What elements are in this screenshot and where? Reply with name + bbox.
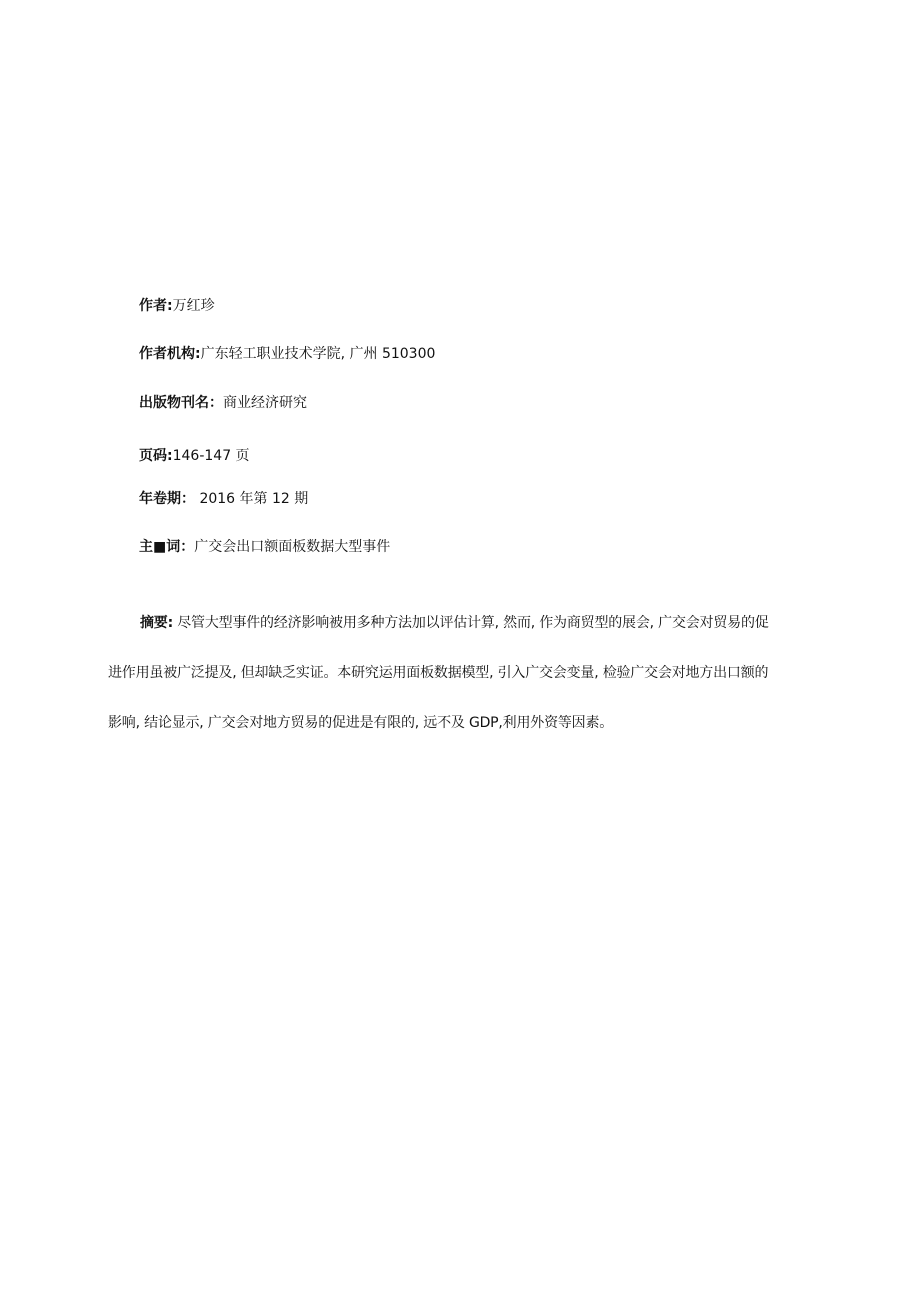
abstract-label: 摘要: bbox=[140, 615, 173, 631]
journal-separator: ： bbox=[209, 395, 223, 411]
pages-label: 页码 bbox=[139, 448, 167, 464]
keywords-line bbox=[139, 538, 390, 556]
author-value: 万红珍 bbox=[172, 298, 215, 314]
abstract-line-1 bbox=[108, 610, 808, 636]
abstract-line-2: 进作用虽被广泛提及, 但却缺乏实证。本研究运用面板数据模型, 引入广交会变量, 检验广交会对地方出口额的 bbox=[108, 665, 769, 681]
journal-label: 出版物刊名 bbox=[139, 395, 209, 411]
journal-line bbox=[139, 394, 307, 412]
affiliation-separator: : bbox=[195, 346, 201, 362]
issue-value: 2016 年第 12 期 bbox=[195, 491, 309, 507]
journal-value: 商业经济研究 bbox=[223, 395, 307, 411]
issue-label: 年卷期 bbox=[139, 491, 181, 507]
abstract bbox=[108, 610, 808, 760]
abstract-text-1: 尽管大型事件的经济影响被用多种方法加以评估计算, 然而, 作为商贸型的展会, 广交会对贸易的促 bbox=[173, 615, 769, 631]
pages-value: 146-147 页 bbox=[172, 448, 250, 464]
abstract-line-3: 影响, 结论显示, 广交会对地方贸易的促进是有限的, 远不及 GDP,利用外资等因素。 bbox=[108, 715, 614, 731]
pages-separator: : bbox=[167, 448, 173, 464]
pages-line bbox=[139, 447, 250, 465]
author-separator: : bbox=[167, 298, 173, 314]
affiliation-line bbox=[139, 345, 435, 363]
affiliation-label: 作者机构 bbox=[139, 346, 195, 362]
author-line bbox=[139, 297, 215, 315]
issue-separator: ： bbox=[181, 491, 195, 507]
keywords-value: 广交会出口额面板数据大型事件 bbox=[194, 539, 391, 555]
keywords-label: 主■词 bbox=[139, 539, 181, 555]
keywords-separator: ： bbox=[180, 539, 195, 555]
issue-line bbox=[139, 490, 308, 508]
author-label: 作者 bbox=[139, 298, 167, 314]
affiliation-value: 广东轻工职业技术学院, 广州 510300 bbox=[200, 346, 436, 362]
